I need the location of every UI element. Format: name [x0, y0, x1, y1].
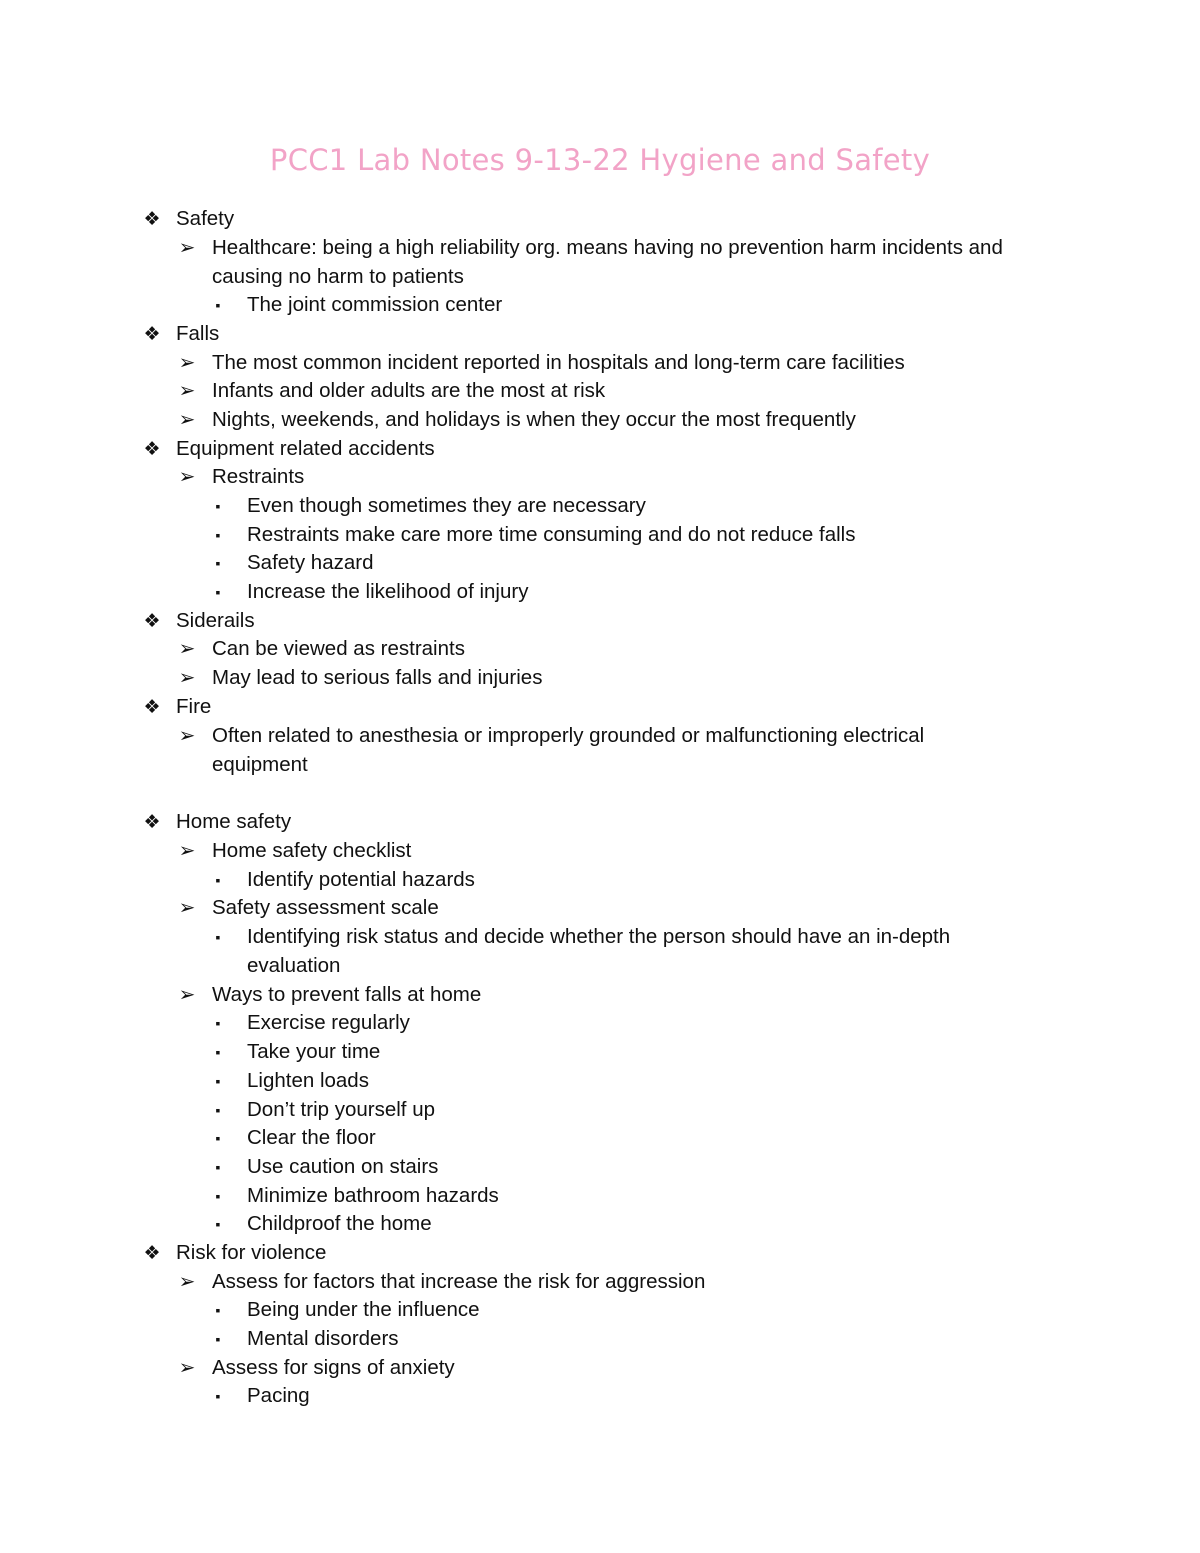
list-item-text: The most common incident reported in hospitals and long-term care facilities — [212, 351, 905, 374]
list-item-text: Home safety checklist — [212, 839, 412, 862]
list-item-text: Childproof the home — [247, 1212, 432, 1235]
list-item-text: Restraints make care more time consuming and do not reduce falls — [247, 523, 856, 546]
list-item-text: Ways to prevent falls at home — [212, 983, 482, 1006]
square-bullet-icon: ▪ — [215, 1216, 221, 1232]
list-item-text: Siderails — [176, 609, 255, 632]
list-item — [0, 291, 1200, 320]
list-item — [0, 693, 1200, 722]
list-item-text: Minimize bathroom hazards — [247, 1184, 499, 1207]
list-item-continuation — [0, 263, 1200, 292]
list-item — [0, 406, 1200, 435]
list-item — [0, 1182, 1200, 1211]
list-item — [0, 837, 1200, 866]
list-item — [0, 578, 1200, 607]
list-item — [0, 1382, 1200, 1411]
list-item — [0, 808, 1200, 837]
list-item — [0, 1124, 1200, 1153]
list-item-text: The joint commission center — [247, 293, 503, 316]
square-bullet-icon: ▪ — [215, 584, 221, 600]
arrow-bullet-icon: ➢ — [178, 466, 196, 488]
list-item — [0, 463, 1200, 492]
square-bullet-icon: ▪ — [215, 1073, 221, 1089]
list-item-text: Safety — [176, 207, 235, 230]
square-bullet-icon: ▪ — [215, 1015, 221, 1031]
list-item — [0, 866, 1200, 895]
list-item-text: Home safety — [176, 810, 292, 833]
list-item-text: Safety hazard — [247, 551, 374, 574]
arrow-bullet-icon: ➢ — [178, 1357, 196, 1379]
list-item — [0, 320, 1200, 349]
list-item-text: Identifying risk status and decide whether the person should have an in-depth — [247, 925, 951, 948]
list-item-text: Can be viewed as restraints — [212, 637, 465, 660]
arrow-bullet-icon: ➢ — [178, 409, 196, 431]
list-item — [0, 492, 1200, 521]
list-item-text: Being under the influence — [247, 1298, 480, 1321]
arrow-bullet-icon: ➢ — [178, 840, 196, 862]
square-bullet-icon: ▪ — [215, 527, 221, 543]
square-bullet-icon: ▪ — [215, 1130, 221, 1146]
list-item-text: Pacing — [247, 1384, 310, 1407]
arrow-bullet-icon: ➢ — [178, 352, 196, 374]
list-item-text: Lighten loads — [247, 1069, 369, 1092]
square-bullet-icon: ▪ — [215, 1302, 221, 1318]
list-item — [0, 1096, 1200, 1125]
square-bullet-icon: ▪ — [215, 929, 221, 945]
list-item-text: Assess for factors that increase the risk for aggression — [212, 1270, 706, 1293]
list-item — [0, 1210, 1200, 1239]
list-item-text: Infants and older adults are the most at risk — [212, 379, 606, 402]
square-bullet-icon: ▪ — [215, 1188, 221, 1204]
list-item — [0, 1325, 1200, 1354]
list-item-text: Clear the floor — [247, 1126, 376, 1149]
square-bullet-icon: ▪ — [215, 1159, 221, 1175]
arrow-bullet-icon: ➢ — [178, 984, 196, 1006]
list-item-text: Even though sometimes they are necessary — [247, 494, 646, 517]
list-item — [0, 894, 1200, 923]
square-bullet-icon: ▪ — [215, 555, 221, 571]
diamond-bullet-icon: ❖ — [143, 209, 161, 230]
diamond-bullet-icon: ❖ — [143, 611, 161, 632]
list-item — [0, 1038, 1200, 1067]
list-item — [0, 1009, 1200, 1038]
list-item — [0, 1354, 1200, 1383]
list-item-text: Restraints — [212, 465, 305, 488]
diamond-bullet-icon: ❖ — [143, 1243, 161, 1264]
list-item-text: Assess for signs of anxiety — [212, 1356, 455, 1379]
square-bullet-icon: ▪ — [215, 1388, 221, 1404]
list-item-text: May lead to serious falls and injuries — [212, 666, 543, 689]
square-bullet-icon: ▪ — [215, 1044, 221, 1060]
list-item-text: Mental disorders — [247, 1327, 399, 1350]
list-item — [0, 635, 1200, 664]
list-item-text: equipment — [212, 753, 308, 776]
square-bullet-icon: ▪ — [215, 872, 221, 888]
list-item — [0, 664, 1200, 693]
square-bullet-icon: ▪ — [215, 498, 221, 514]
list-item — [0, 1067, 1200, 1096]
arrow-bullet-icon: ➢ — [178, 897, 196, 919]
list-item — [0, 981, 1200, 1010]
list-item-text: Often related to anesthesia or improperly grounded or malfunctioning electrical — [212, 724, 925, 747]
diamond-bullet-icon: ❖ — [143, 812, 161, 833]
page-title: PCC1 Lab Notes 9-13-22 Hygiene and Safety — [269, 143, 931, 177]
list-item-text: Exercise regularly — [247, 1011, 410, 1034]
diamond-bullet-icon: ❖ — [143, 324, 161, 345]
list-item-text: Equipment related accidents — [176, 437, 435, 460]
arrow-bullet-icon: ➢ — [178, 237, 196, 259]
diamond-bullet-icon: ❖ — [143, 697, 161, 718]
list-item — [0, 722, 1200, 751]
list-item — [0, 521, 1200, 550]
square-bullet-icon: ▪ — [215, 1102, 221, 1118]
arrow-bullet-icon: ➢ — [178, 725, 196, 747]
list-item — [0, 234, 1200, 263]
list-item — [0, 1153, 1200, 1182]
arrow-bullet-icon: ➢ — [178, 638, 196, 660]
list-item-text: Don’t trip yourself up — [247, 1098, 436, 1121]
list-item-continuation — [0, 751, 1200, 780]
list-item-text: Safety assessment scale — [212, 896, 439, 919]
list-item-text: Take your time — [247, 1040, 381, 1063]
list-item-text: Healthcare: being a high reliability org. means having no prevention harm incidents and — [212, 236, 1003, 259]
list-item — [0, 377, 1200, 406]
list-item — [0, 923, 1200, 952]
square-bullet-icon: ▪ — [215, 1331, 221, 1347]
list-item — [0, 349, 1200, 378]
list-item-text: Use caution on stairs — [247, 1155, 439, 1178]
list-item-text: evaluation — [247, 954, 341, 977]
list-item-text: Fire — [176, 695, 212, 718]
arrow-bullet-icon: ➢ — [178, 1271, 196, 1293]
square-bullet-icon: ▪ — [215, 297, 221, 313]
arrow-bullet-icon: ➢ — [178, 380, 196, 402]
list-item-text: Nights, weekends, and holidays is when they occur the most frequently — [212, 408, 856, 431]
list-item — [0, 549, 1200, 578]
arrow-bullet-icon: ➢ — [178, 667, 196, 689]
list-item — [0, 1239, 1200, 1268]
list-item-text: Falls — [176, 322, 220, 345]
list-item-continuation — [0, 952, 1200, 981]
diamond-bullet-icon: ❖ — [143, 439, 161, 460]
list-item — [0, 435, 1200, 464]
list-item-text: Identify potential hazards — [247, 868, 475, 891]
list-item — [0, 607, 1200, 636]
list-item — [0, 1296, 1200, 1325]
list-item — [0, 205, 1200, 234]
list-item-text: Risk for violence — [176, 1241, 327, 1264]
list-item-text: Increase the likelihood of injury — [247, 580, 529, 603]
list-item — [0, 1268, 1200, 1297]
list-item-text: causing no harm to patients — [212, 265, 464, 288]
